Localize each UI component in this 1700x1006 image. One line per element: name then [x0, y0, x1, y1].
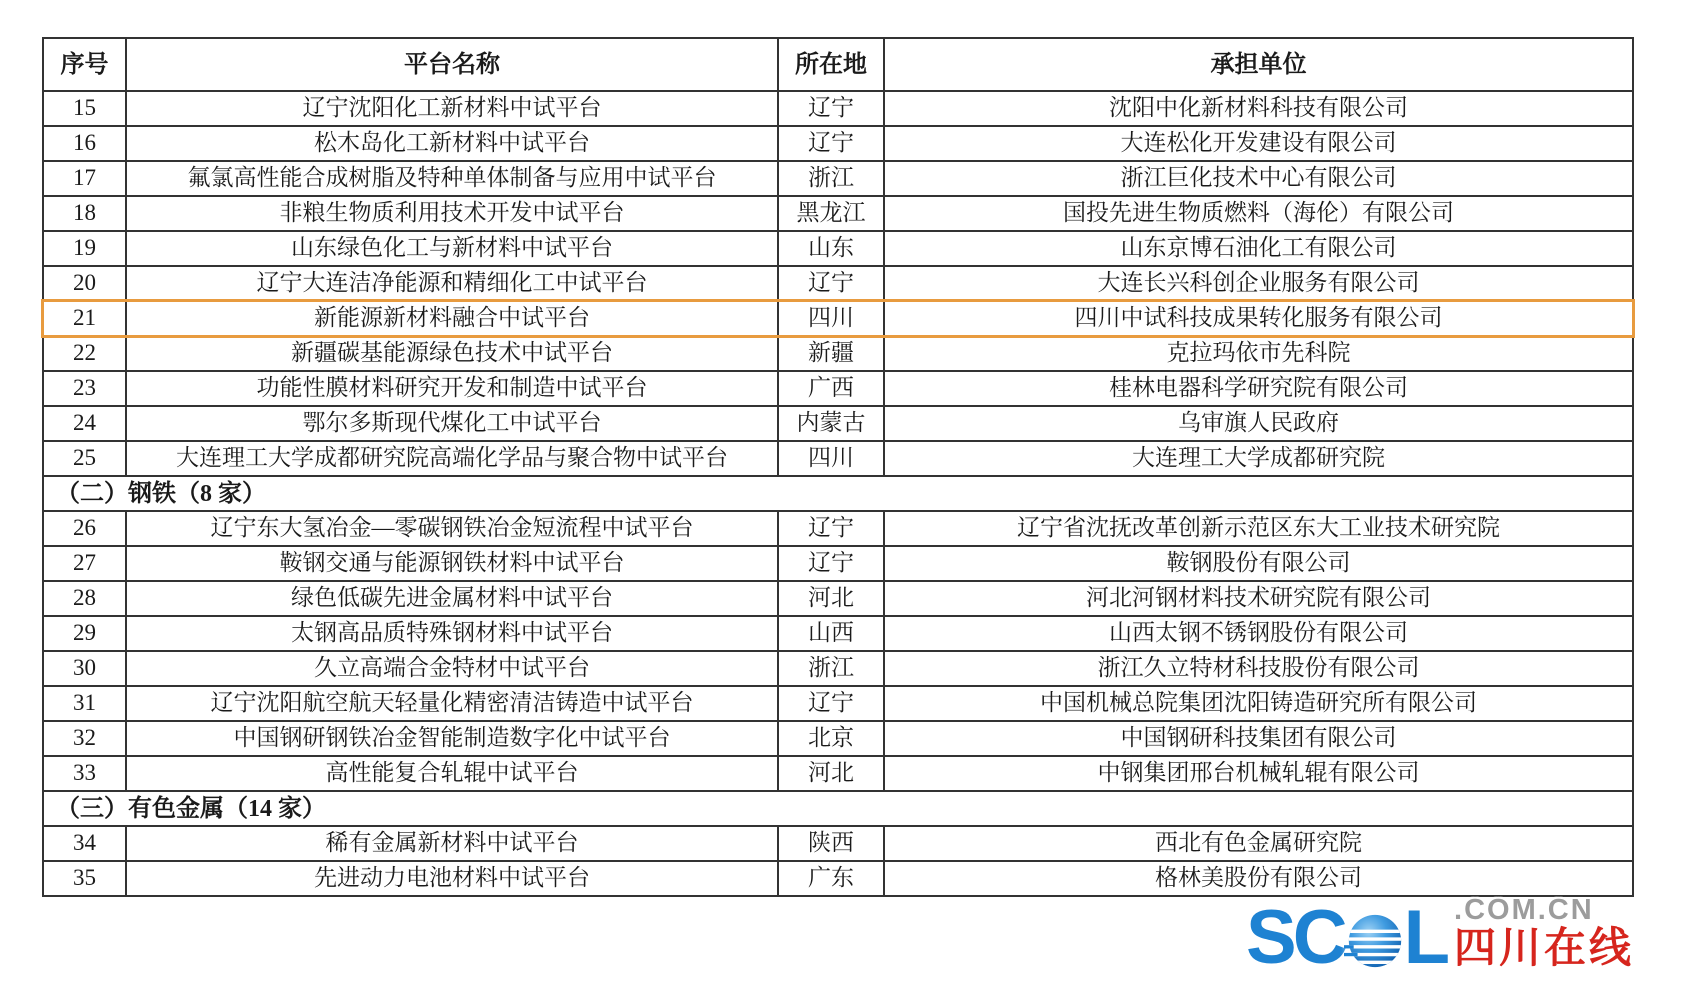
cell-organization: 山西太钢不锈钢股份有限公司 [884, 616, 1633, 651]
table-row [43, 511, 1633, 546]
cell-platform-name: 氟氯高性能合成树脂及特种单体制备与应用中试平台 [126, 161, 778, 196]
section-label: （三）有色金属（14 家） [43, 791, 1633, 826]
cell-platform-name: 鄂尔多斯现代煤化工中试平台 [126, 406, 778, 441]
cell-platform-name: 山东绿色化工与新材料中试平台 [126, 231, 778, 266]
cell-organization: 鞍钢股份有限公司 [884, 546, 1633, 581]
cell-platform-name: 稀有金属新材料中试平台 [126, 826, 778, 861]
cell-organization: 河北河钢材料技术研究院有限公司 [884, 581, 1633, 616]
cell-organization: 浙江巨化技术中心有限公司 [884, 161, 1633, 196]
cell-location: 山东 [778, 231, 884, 266]
table-row [43, 861, 1633, 896]
cell-organization: 中国机械总院集团沈阳铸造研究所有限公司 [884, 686, 1633, 721]
cell-organization: 乌审旗人民政府 [884, 406, 1633, 441]
cell-index: 21 [43, 301, 126, 336]
cell-location: 四川 [778, 441, 884, 476]
section-row [43, 476, 1633, 511]
cell-location: 辽宁 [778, 126, 884, 161]
cell-location: 辽宁 [778, 266, 884, 301]
cell-index: 33 [43, 756, 126, 791]
cell-organization: 辽宁省沈抚改革创新示范区东大工业技术研究院 [884, 511, 1633, 546]
cell-location: 辽宁 [778, 546, 884, 581]
cell-platform-name: 新疆碳基能源绿色技术中试平台 [126, 336, 778, 371]
cell-location: 辽宁 [778, 511, 884, 546]
cell-organization: 沈阳中化新材料科技有限公司 [884, 91, 1633, 126]
table-row [43, 406, 1633, 441]
cell-platform-name: 非粮生物质利用技术开发中试平台 [126, 196, 778, 231]
cell-location: 内蒙古 [778, 406, 884, 441]
cell-platform-name: 辽宁大连洁净能源和精细化工中试平台 [126, 266, 778, 301]
cell-platform-name: 松木岛化工新材料中试平台 [126, 126, 778, 161]
cell-index: 26 [43, 511, 126, 546]
cell-platform-name: 鞍钢交通与能源钢铁材料中试平台 [126, 546, 778, 581]
platforms-table [42, 37, 1634, 897]
cell-location: 河北 [778, 756, 884, 791]
cell-platform-name: 先进动力电池材料中试平台 [126, 861, 778, 896]
cell-location: 浙江 [778, 161, 884, 196]
table-row [43, 161, 1633, 196]
table-body [43, 91, 1633, 896]
cell-index: 29 [43, 616, 126, 651]
cell-index: 19 [43, 231, 126, 266]
table-row [43, 196, 1633, 231]
col-header-platform-name: 平台名称 [126, 38, 778, 91]
section-row [43, 791, 1633, 826]
cell-index: 35 [43, 861, 126, 896]
cell-platform-name: 中国钢研钢铁冶金智能制造数字化中试平台 [126, 721, 778, 756]
cell-organization: 格林美股份有限公司 [884, 861, 1633, 896]
cell-index: 31 [43, 686, 126, 721]
table-header-row [43, 38, 1633, 91]
cell-index: 28 [43, 581, 126, 616]
cell-platform-name: 久立高端合金特材中试平台 [126, 651, 778, 686]
cell-index: 17 [43, 161, 126, 196]
cell-index: 27 [43, 546, 126, 581]
cell-index: 18 [43, 196, 126, 231]
cell-organization: 山东京博石油化工有限公司 [884, 231, 1633, 266]
cell-location: 广西 [778, 371, 884, 406]
cell-index: 23 [43, 371, 126, 406]
cell-index: 30 [43, 651, 126, 686]
table-row [43, 686, 1633, 721]
table-row [43, 301, 1633, 336]
table-row [43, 371, 1633, 406]
cell-index: 25 [43, 441, 126, 476]
table-row [43, 756, 1633, 791]
cell-organization: 中钢集团邢台机械轧辊有限公司 [884, 756, 1633, 791]
cell-organization: 大连理工大学成都研究院 [884, 441, 1633, 476]
cell-index: 22 [43, 336, 126, 371]
cell-organization: 大连松化开发建设有限公司 [884, 126, 1633, 161]
watermark-domain-text: .COM.CN [1454, 894, 1594, 926]
scol-letters-suffix: L [1403, 894, 1447, 980]
table-row [43, 826, 1633, 861]
cell-location: 辽宁 [778, 686, 884, 721]
table-row [43, 581, 1633, 616]
table-row [43, 441, 1633, 476]
cell-index: 34 [43, 826, 126, 861]
cell-index: 20 [43, 266, 126, 301]
cell-organization: 桂林电器科学研究院有限公司 [884, 371, 1633, 406]
cell-platform-name: 高性能复合轧辊中试平台 [126, 756, 778, 791]
cell-organization: 西北有色金属研究院 [884, 826, 1633, 861]
cell-organization: 大连长兴科创企业服务有限公司 [884, 266, 1633, 301]
cell-location: 黑龙江 [778, 196, 884, 231]
cell-platform-name: 新能源新材料融合中试平台 [126, 301, 778, 336]
cell-platform-name: 辽宁东大氢冶金—零碳钢铁冶金短流程中试平台 [126, 511, 778, 546]
scol-letters-prefix: SC [1246, 894, 1344, 980]
globe-icon [1344, 910, 1406, 972]
table-row [43, 266, 1633, 301]
cell-location: 陕西 [778, 826, 884, 861]
cell-organization: 中国钢研科技集团有限公司 [884, 721, 1633, 756]
watermark-site-name: 四川在线 [1454, 924, 1635, 971]
cell-location: 四川 [778, 301, 884, 336]
table-row [43, 336, 1633, 371]
table-row [43, 651, 1633, 686]
table-row [43, 91, 1633, 126]
cell-index: 16 [43, 126, 126, 161]
cell-location: 河北 [778, 581, 884, 616]
cell-location: 辽宁 [778, 91, 884, 126]
table-row [43, 721, 1633, 756]
cell-platform-name: 绿色低碳先进金属材料中试平台 [126, 581, 778, 616]
cell-location: 浙江 [778, 651, 884, 686]
col-header-location: 所在地 [778, 38, 884, 91]
scol-watermark [1246, 894, 1635, 980]
cell-platform-name: 太钢高品质特殊钢材料中试平台 [126, 616, 778, 651]
cell-index: 32 [43, 721, 126, 756]
cell-index: 24 [43, 406, 126, 441]
cell-platform-name: 大连理工大学成都研究院高端化学品与聚合物中试平台 [126, 441, 778, 476]
cell-location: 山西 [778, 616, 884, 651]
table-row [43, 126, 1633, 161]
cell-organization: 国投先进生物质燃料（海伦）有限公司 [884, 196, 1633, 231]
col-header-index: 序号 [43, 38, 126, 91]
cell-location: 北京 [778, 721, 884, 756]
cell-location: 广东 [778, 861, 884, 896]
cell-organization: 克拉玛依市先科院 [884, 336, 1633, 371]
cell-organization: 浙江久立特材科技股份有限公司 [884, 651, 1633, 686]
cell-platform-name: 辽宁沈阳航空航天轻量化精密清洁铸造中试平台 [126, 686, 778, 721]
cell-organization: 四川中试科技成果转化服务有限公司 [884, 301, 1633, 336]
scol-logo-text [1246, 894, 1447, 980]
table-row [43, 231, 1633, 266]
table-row [43, 616, 1633, 651]
cell-platform-name: 功能性膜材料研究开发和制造中试平台 [126, 371, 778, 406]
cell-platform-name: 辽宁沈阳化工新材料中试平台 [126, 91, 778, 126]
table-row [43, 546, 1633, 581]
cell-index: 15 [43, 91, 126, 126]
col-header-organization: 承担单位 [884, 38, 1633, 91]
cell-location: 新疆 [778, 336, 884, 371]
section-label: （二）钢铁（8 家） [43, 476, 1633, 511]
